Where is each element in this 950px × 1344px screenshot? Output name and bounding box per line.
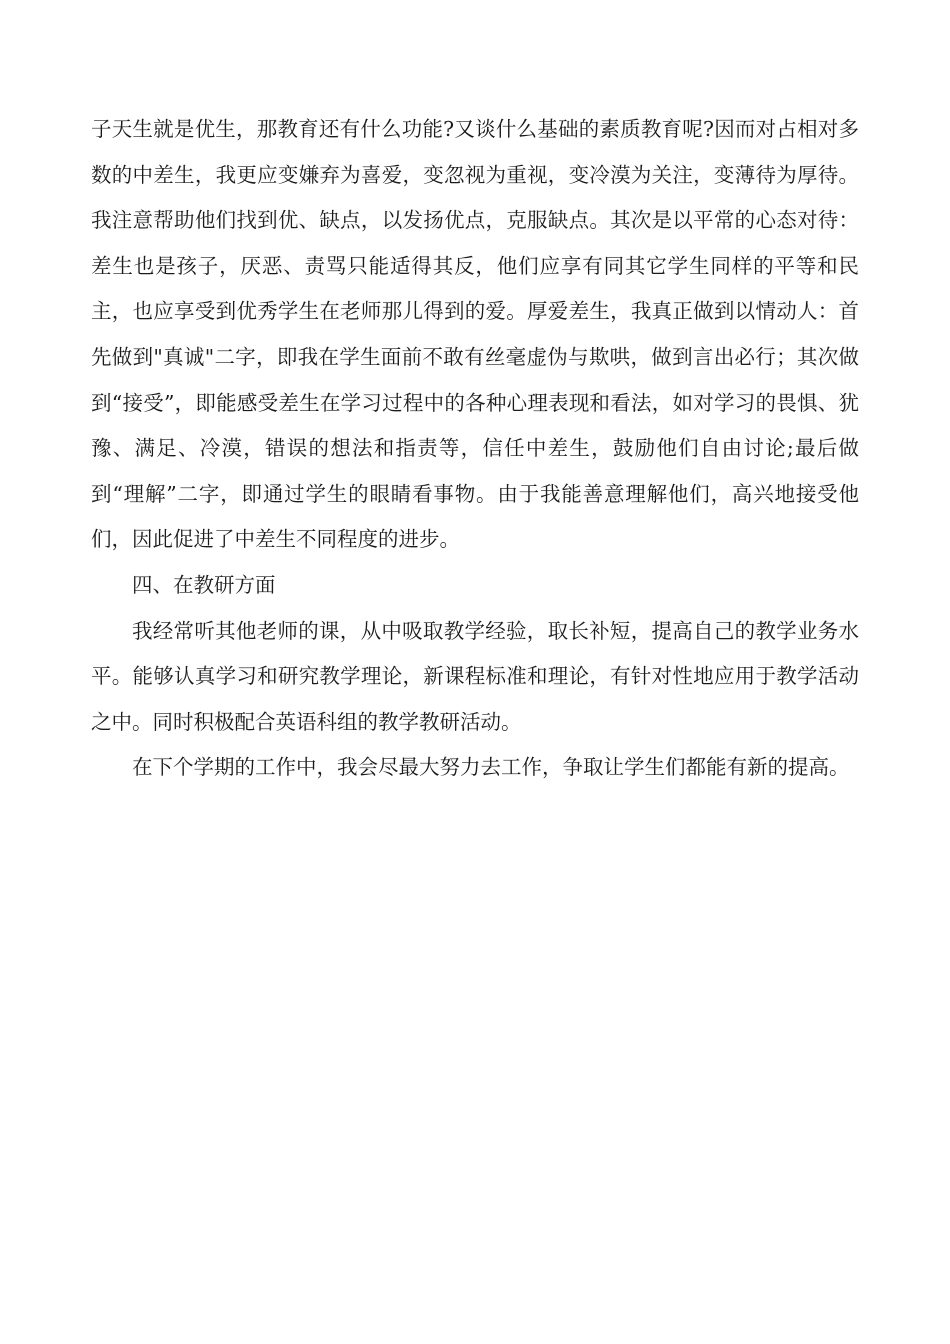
paragraph-continuation: 子天生就是优生，那教育还有什么功能?又谈什么基础的素质教育呢?因而对占相对多数的中差生，我更应变嫌弃为喜爱，变忽视为重视，变冷漠为关注，变薄待为厚待。我注意帮助他们找到优、缺点，以发扬优点，克服缺点。其次是以平常的心态对待：差生也是孩子，厌恶、责骂只能适得其反，他们应享有同其它学生同样的平等和民主，也应享受到优秀学生在老师那儿得到的爱。厚爱差生，我真正做到以情动人：首先做到"真诚"二字，即我在学生面前不敢有丝毫虚伪与欺哄，做到言出必行；其次做到“接受”，即能感受差生在学习过程中的各种心理表现和看法，如对学习的畏惧、犹豫、满足、冷漠，错误的想法和指责等，信任中差生，鼓励他们自由讨论;最后做到“理解”二字，即通过学生的眼睛看事物。由于我能善意理解他们，高兴地接受他们，因此促进了中差生不同程度的进步。 <box>91 117 859 552</box>
paragraph-closing: 在下个学期的工作中，我会尽最大努力去工作，争取让学生们都能有新的提高。 <box>132 755 850 780</box>
paragraph-teaching-research: 我经常听其他老师的课，从中吸取教学经验，取长补短，提高自己的教学业务水平。能够认真学习和研究教学理论，新课程标准和理论，有针对性地应用于教学活动之中。同时积极配合英语科组的教学教研活动。 <box>91 618 859 734</box>
document-body <box>91 107 859 791</box>
section-heading: 四、在教研方面 <box>132 572 276 597</box>
